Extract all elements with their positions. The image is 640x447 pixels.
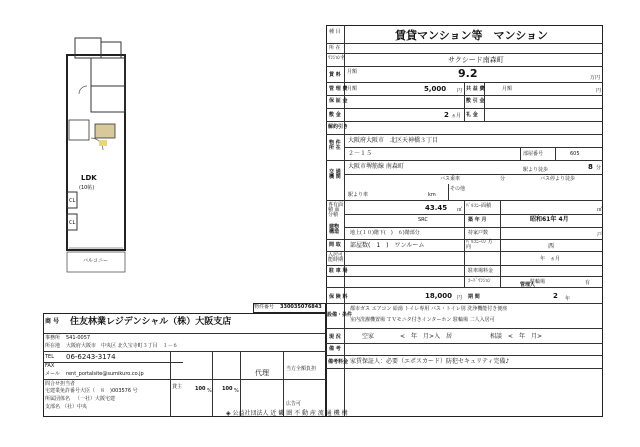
branch: （社）中央	[62, 404, 88, 410]
common-period: 月額	[502, 86, 513, 92]
tel: 06-6243-3174	[66, 353, 116, 361]
tel-label: TEL	[45, 354, 54, 360]
remarks: 家賃保証人：必要（エポスカード）防犯セキュリティ完備♪	[350, 358, 510, 365]
location-line1: 大阪府大阪市 北区天神橋３丁目	[348, 137, 439, 144]
sheet-title: 賃貸マンション等 マンション	[395, 29, 549, 42]
area-label: 所 在	[329, 45, 341, 51]
key-label: 礼 金	[466, 112, 478, 118]
walk2-label: 駅より車	[348, 192, 369, 198]
shop-label: 駐輪場	[530, 279, 546, 285]
ratio-pct-1: %	[207, 388, 212, 394]
structure: SRC	[418, 217, 428, 223]
bus-walk-label: バス停より徒歩	[540, 176, 576, 182]
mgmt-unit: 円	[457, 88, 463, 94]
fee: 当方全額負担	[286, 366, 317, 372]
name-label: ﾏﾝｼｮﾝ名	[328, 55, 346, 61]
location-line2: ２－１５	[348, 150, 373, 157]
reg-no: 330035076843	[280, 304, 322, 310]
balcony-area-label: ﾊﾞﾙｺﾆｰ面積	[466, 203, 492, 209]
status-consult: 相談 < 年 月>	[490, 333, 543, 340]
kanri-label: 管理人	[520, 282, 536, 288]
floor-plan	[25, 20, 145, 280]
license-label: 宅建業免許番号	[45, 388, 81, 394]
parking-label: 駐 車 場	[329, 268, 348, 274]
transport-label: 交 通 機 関	[329, 169, 341, 180]
station: 大阪市堺筋線 南森町	[348, 163, 404, 170]
area-label-2: 専有面積 面分積	[328, 202, 344, 218]
insurance-period-value: 2	[553, 292, 558, 300]
layout: 部屋数( 1 ) ワンルーム	[350, 242, 425, 249]
insurance-label: 保 険 料	[329, 294, 348, 300]
area-value: 43.45	[425, 204, 448, 212]
assoc: （一社）大阪宅建	[75, 396, 116, 402]
move-label: 入居可能時期	[328, 252, 344, 263]
mail-label: メール	[45, 371, 60, 377]
rent-period: 月額	[347, 69, 358, 75]
ratio-2: 100	[222, 386, 233, 392]
address: 大阪府大阪市 中央区 北久宝寺町３丁目 １－６	[66, 343, 178, 349]
equipment-line2: 室内洗濯機置場 ＴＶモニタ付きインターホン 駐輪場 二人入居可	[350, 317, 495, 323]
address-label: 所在地	[45, 343, 61, 349]
walk-unit: 分	[596, 165, 602, 171]
branch-label: 支部名	[45, 404, 61, 410]
common-label: 共 益 費	[466, 86, 485, 92]
cancel-label: 解約引き	[328, 124, 349, 130]
footer-org: ◈ 公益社団法人 近 畿 圏 不 動 産 流 通 機 構	[226, 410, 348, 417]
mgmt-label: 管 理 費	[329, 86, 348, 92]
insurance-unit: 円	[457, 295, 463, 301]
ldk-size: (10帖)	[79, 185, 95, 191]
mgmt-value: 5,000	[424, 85, 447, 93]
other-label: その他	[450, 186, 466, 192]
contact-label: 問合せ担当者	[45, 381, 76, 387]
shop-value: 有	[585, 280, 591, 286]
shikibiki-label: 敷 引 金	[466, 98, 485, 104]
built-value: 昭和61年 4月	[530, 216, 569, 223]
ad-label: 広告可	[286, 401, 302, 407]
ratio-1: 100	[195, 386, 206, 392]
reg-no-label: 物件番号	[254, 304, 275, 310]
walk2-unit: km	[428, 192, 436, 198]
direction-label: ﾊﾞﾙｺﾆｰの 方 向	[466, 239, 493, 250]
deal: 代理	[255, 369, 269, 377]
rent-unit: 万円	[590, 75, 601, 81]
hoa-label: 持家戸数	[468, 230, 489, 236]
insurance-value: 18,000	[425, 292, 453, 300]
building-name: サクシード南森町	[448, 56, 504, 64]
mgmt-period: 月額	[347, 86, 358, 92]
closet-label-1: CL	[69, 198, 76, 204]
deposit-label: 敷 金	[329, 112, 341, 118]
security-label: 保 証 金	[329, 98, 348, 104]
kind-label: 種 目	[329, 29, 341, 35]
location-label: 物 件 所 在	[329, 140, 341, 151]
room-label: 部屋番号	[523, 151, 544, 157]
status-move-in: < 年 月>入 居	[400, 333, 453, 340]
balcony-label: バルコニー	[83, 258, 109, 264]
post-code: 541-0057	[66, 335, 91, 341]
move-value: 年 ヵ月	[540, 256, 561, 262]
built-label: 築 年 月	[468, 217, 487, 223]
walk-value: 8	[588, 163, 593, 171]
balcony-area-unit: ㎡	[597, 207, 603, 213]
trade-name: 住友林業レジデンシャル（株）大阪支店	[70, 317, 232, 327]
insurance-period-label: 期 間	[468, 294, 480, 300]
status-value: 空家	[362, 333, 375, 340]
hoa-unit: 戸	[597, 232, 603, 238]
ratio-label: 貸主	[172, 384, 183, 390]
fax-label: FAX	[45, 363, 55, 369]
deposit-unit: ヵ月	[451, 113, 462, 119]
trade-label: 商 号	[45, 318, 60, 325]
rent-value: 9.2	[458, 67, 478, 80]
floor-plan-drawing	[25, 20, 145, 280]
bus-ride-label: バス乗車	[440, 176, 461, 182]
ratio-pct-2: %	[234, 388, 239, 394]
floors: 地上(１０)階下( ) ６)階部分	[350, 230, 420, 236]
ldk-label: LDK	[81, 174, 97, 182]
insurance-period-unit: 年	[565, 296, 571, 302]
area-unit: ㎡	[457, 207, 463, 213]
layout-label: 間 取	[329, 242, 341, 248]
status-label: 現 況	[329, 334, 341, 340]
parking-fee-label: 駐車場料金	[468, 268, 494, 274]
remarks-label: 備考料金	[328, 359, 349, 365]
room-value: 605	[570, 151, 580, 157]
equipment-line1: 都市ガス エアコン 給湯 トイレ専用 バス・トイレ別 洗浄機能付き便座	[350, 306, 508, 312]
bus-ride-unit: 分	[500, 176, 506, 182]
equipment-label: 設備・条件	[327, 312, 353, 318]
notes-label: 備 考	[329, 346, 341, 352]
mail[interactable]: rent_portalsite@sumikuro.co.jp	[66, 371, 144, 377]
walk-label: 駅より徒歩	[523, 167, 549, 173]
license: 大臣（ ８ )003576 号	[80, 388, 138, 394]
deposit-value: 2	[444, 111, 449, 119]
closet-label-2: CL	[69, 220, 76, 226]
structure-label: 建物構造	[329, 224, 340, 235]
common-unit: 円	[596, 88, 602, 94]
direction: 西	[548, 243, 555, 250]
rent-label: 賃 料	[329, 72, 341, 78]
office-label: 事務所	[45, 335, 61, 341]
assoc-label: 所属団体名	[45, 396, 71, 402]
misc-label: ｺｰﾄﾞﾏﾝｼｮﾝ	[468, 278, 491, 284]
